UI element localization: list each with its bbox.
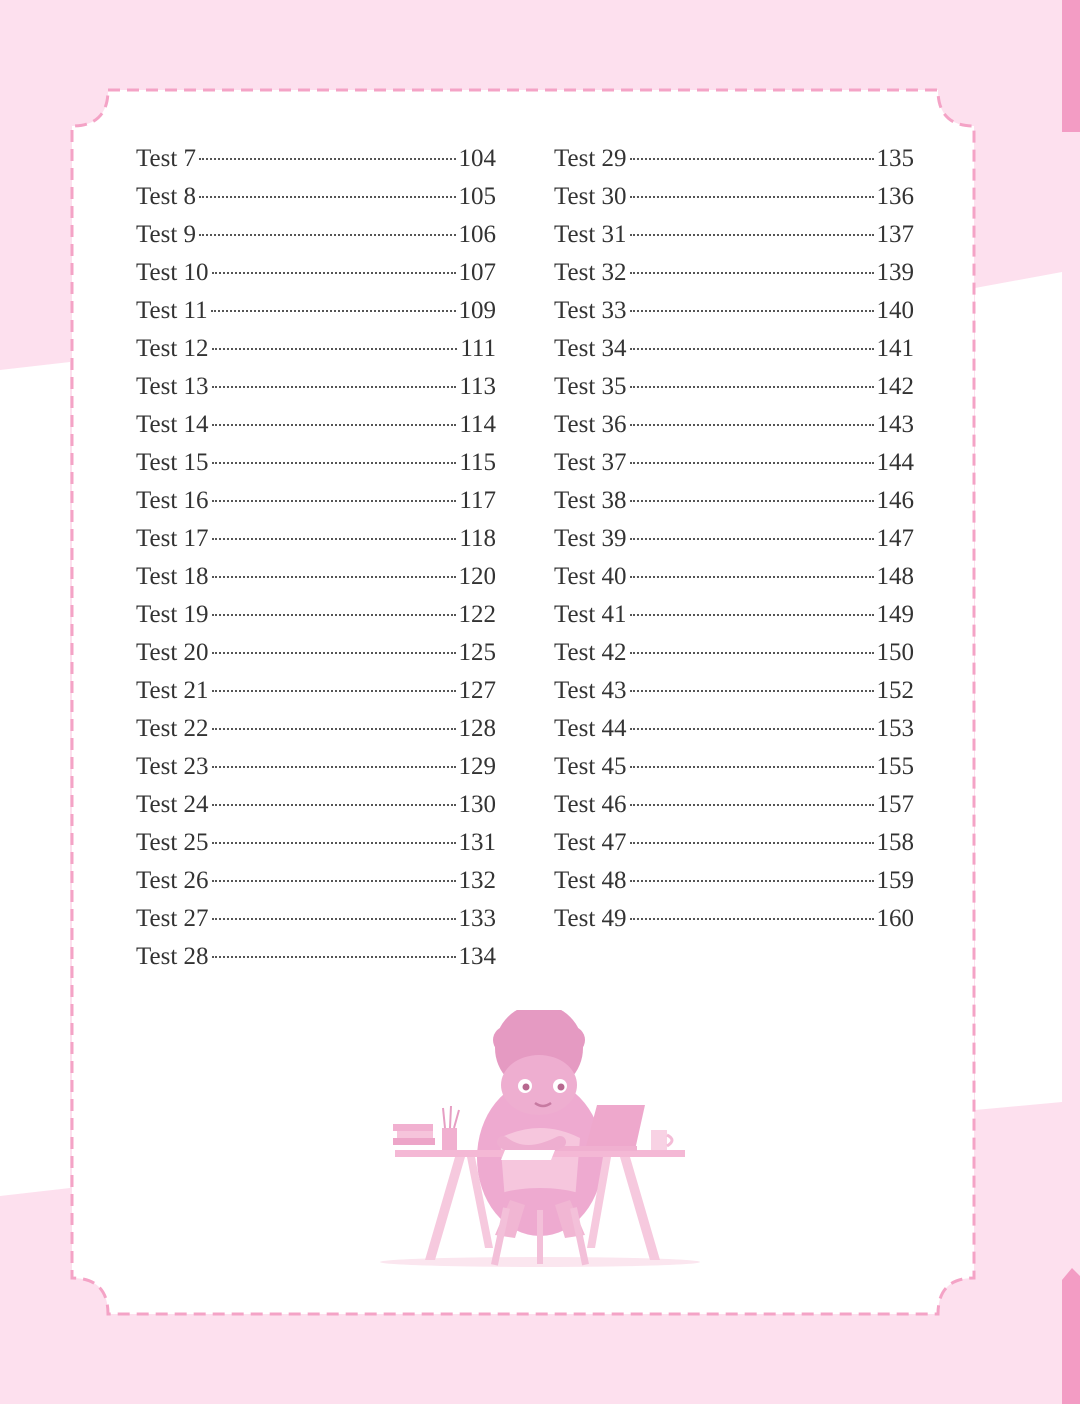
toc-entry-label: Test 46 [554,791,627,818]
toc-dot-leader [630,766,874,768]
toc-entry-page: 130 [458,791,496,818]
toc-entry-page: 139 [876,259,914,286]
toc-entry[interactable] [136,140,496,178]
toc-dot-leader [212,766,456,768]
toc-entry-page: 105 [458,183,496,210]
toc-dot-leader [212,576,456,578]
toc-dot-leader [212,424,457,426]
toc-dot-leader [212,538,457,540]
toc-entry-label: Test 15 [136,449,209,476]
toc-dot-leader [630,728,874,730]
toc-entry-page: 141 [876,335,914,362]
toc-entry-page: 153 [876,715,914,742]
toc-entry-label: Test 39 [554,525,627,552]
toc-entry-label: Test 38 [554,487,627,514]
toc-entry-label: Test 43 [554,677,627,704]
toc-entry-label: Test 44 [554,715,627,742]
toc-entry-page: 132 [458,867,496,894]
toc-entry[interactable] [136,710,496,748]
toc-entry-page: 150 [876,639,914,666]
toc-entry-label: Test 9 [136,221,197,248]
toc-entry-label: Test 31 [554,221,627,248]
toc-entry[interactable] [136,406,496,444]
toc-dot-leader [630,386,874,388]
toc-entry-page: 122 [458,601,496,628]
toc-entry[interactable] [136,938,496,976]
toc-entry-page: 113 [459,373,496,400]
toc-dot-leader [630,462,874,464]
toc-dot-leader [199,196,455,198]
toc-entry[interactable] [554,482,914,520]
toc-entry[interactable] [136,520,496,558]
toc-entry-label: Test 37 [554,449,627,476]
toc-entry[interactable] [136,824,496,862]
toc-entry-label: Test 16 [136,487,209,514]
toc-dot-leader [199,158,455,160]
toc-entry[interactable] [136,482,496,520]
toc-entry-page: 117 [459,487,496,514]
toc-entry[interactable] [554,786,914,824]
toc-entry-page: 159 [876,867,914,894]
toc-entry-label: Test 30 [554,183,627,210]
toc-entry-page: 129 [458,753,496,780]
toc-entry-page: 118 [459,525,496,552]
toc-dot-leader [199,234,455,236]
toc-entry[interactable] [554,558,914,596]
toc-dot-leader [212,804,456,806]
toc-dot-leader [212,880,456,882]
table-of-contents [136,140,914,976]
child-studying-at-desk-icon [375,1010,705,1275]
toc-entry-label: Test 34 [554,335,627,362]
toc-entry-label: Test 33 [554,297,627,324]
toc-entry[interactable] [554,368,914,406]
toc-entry-page: 107 [458,259,496,286]
toc-entry-label: Test 24 [136,791,209,818]
toc-entry[interactable] [136,368,496,406]
toc-dot-leader [212,272,456,274]
toc-entry[interactable] [554,710,914,748]
toc-entry-label: Test 29 [554,145,627,172]
toc-entry-label: Test 19 [136,601,209,628]
toc-dot-leader [630,348,874,350]
toc-left-column [136,140,496,976]
toc-dot-leader [630,804,874,806]
toc-entry[interactable] [554,672,914,710]
toc-entry-label: Test 12 [136,335,209,362]
toc-entry-label: Test 28 [136,943,209,970]
toc-entry-label: Test 32 [554,259,627,286]
toc-entry-label: Test 26 [136,867,209,894]
toc-dot-leader [212,690,456,692]
toc-dot-leader [630,500,874,502]
toc-entry-page: 127 [458,677,496,704]
toc-entry[interactable] [136,862,496,900]
toc-entry[interactable] [136,178,496,216]
toc-entry-label: Test 22 [136,715,209,742]
toc-entry[interactable] [136,558,496,596]
toc-entry[interactable] [136,596,496,634]
toc-entry-page: 115 [459,449,496,476]
toc-dot-leader [212,386,457,388]
toc-dot-leader [212,500,457,502]
toc-entry-label: Test 48 [554,867,627,894]
toc-entry-label: Test 35 [554,373,627,400]
toc-dot-leader [630,880,874,882]
toc-entry[interactable] [554,900,914,938]
toc-entry-label: Test 27 [136,905,209,932]
toc-entry-label: Test 45 [554,753,627,780]
toc-entry[interactable] [554,140,914,178]
toc-entry-page: 131 [458,829,496,856]
toc-entry-label: Test 8 [136,183,197,210]
toc-entry-page: 134 [458,943,496,970]
toc-entry[interactable] [554,862,914,900]
toc-entry-label: Test 47 [554,829,627,856]
toc-entry-label: Test 40 [554,563,627,590]
toc-entry[interactable] [136,748,496,786]
toc-entry-page: 155 [876,753,914,780]
toc-entry[interactable] [554,178,914,216]
toc-entry-label: Test 18 [136,563,209,590]
toc-entry-page: 144 [876,449,914,476]
toc-dot-leader [212,614,456,616]
toc-entry[interactable] [136,254,496,292]
toc-entry-page: 106 [458,221,496,248]
toc-entry[interactable] [136,634,496,672]
toc-entry[interactable] [554,520,914,558]
toc-entry-page: 128 [458,715,496,742]
toc-entry-label: Test 7 [136,145,197,172]
toc-entry-label: Test 36 [554,411,627,438]
toc-entry-page: 147 [876,525,914,552]
toc-dot-leader [212,348,458,350]
toc-entry[interactable] [554,406,914,444]
toc-entry-page: 137 [876,221,914,248]
toc-entry[interactable] [554,824,914,862]
toc-dot-leader [630,614,874,616]
toc-dot-leader [630,272,874,274]
toc-entry-page: 125 [458,639,496,666]
toc-entry-label: Test 11 [136,297,208,324]
toc-entry[interactable] [554,216,914,254]
toc-entry-label: Test 23 [136,753,209,780]
toc-entry-page: 111 [460,335,496,362]
toc-entry-page: 109 [458,297,496,324]
toc-entry[interactable] [136,216,496,254]
toc-entry-page: 135 [876,145,914,172]
toc-dot-leader [630,158,874,160]
toc-entry-page: 136 [876,183,914,210]
toc-entry[interactable] [554,444,914,482]
toc-entry[interactable] [554,596,914,634]
toc-dot-leader [212,652,456,654]
toc-entry-page: 142 [876,373,914,400]
toc-entry-page: 143 [876,411,914,438]
toc-entry[interactable] [554,254,914,292]
toc-entry-page: 133 [458,905,496,932]
toc-entry[interactable] [136,292,496,330]
toc-entry-label: Test 13 [136,373,209,400]
toc-dot-leader [212,956,456,958]
toc-entry-page: 152 [876,677,914,704]
toc-entry-label: Test 20 [136,639,209,666]
toc-entry-label: Test 14 [136,411,209,438]
toc-entry-label: Test 42 [554,639,627,666]
toc-entry[interactable] [136,444,496,482]
toc-right-column [554,140,914,976]
toc-entry[interactable] [136,330,496,368]
toc-entry-page: 104 [458,145,496,172]
toc-entry-page: 149 [876,601,914,628]
toc-dot-leader [630,424,874,426]
toc-dot-leader [630,310,874,312]
toc-entry-page: 148 [876,563,914,590]
toc-entry[interactable] [136,672,496,710]
toc-entry-label: Test 21 [136,677,209,704]
toc-dot-leader [630,842,874,844]
toc-dot-leader [630,652,874,654]
toc-entry[interactable] [554,748,914,786]
toc-entry[interactable] [554,292,914,330]
toc-entry-label: Test 41 [554,601,627,628]
toc-entry[interactable] [554,330,914,368]
toc-entry-page: 120 [458,563,496,590]
toc-dot-leader [630,196,874,198]
toc-entry-page: 140 [876,297,914,324]
toc-dot-leader [212,728,456,730]
toc-entry[interactable] [136,900,496,938]
toc-entry[interactable] [554,634,914,672]
toc-dot-leader [212,918,456,920]
toc-dot-leader [630,538,874,540]
toc-dot-leader [630,690,874,692]
toc-dot-leader [211,310,456,312]
toc-dot-leader [630,576,874,578]
toc-entry-page: 158 [876,829,914,856]
toc-entry-label: Test 49 [554,905,627,932]
toc-entry-label: Test 17 [136,525,209,552]
toc-dot-leader [212,462,457,464]
toc-entry-label: Test 25 [136,829,209,856]
toc-entry-label: Test 10 [136,259,209,286]
toc-dot-leader [630,234,874,236]
toc-dot-leader [212,842,456,844]
toc-entry-page: 160 [876,905,914,932]
toc-dot-leader [630,918,874,920]
toc-entry-page: 157 [876,791,914,818]
toc-entry-page: 146 [876,487,914,514]
toc-entry-page: 114 [459,411,496,438]
toc-entry[interactable] [136,786,496,824]
